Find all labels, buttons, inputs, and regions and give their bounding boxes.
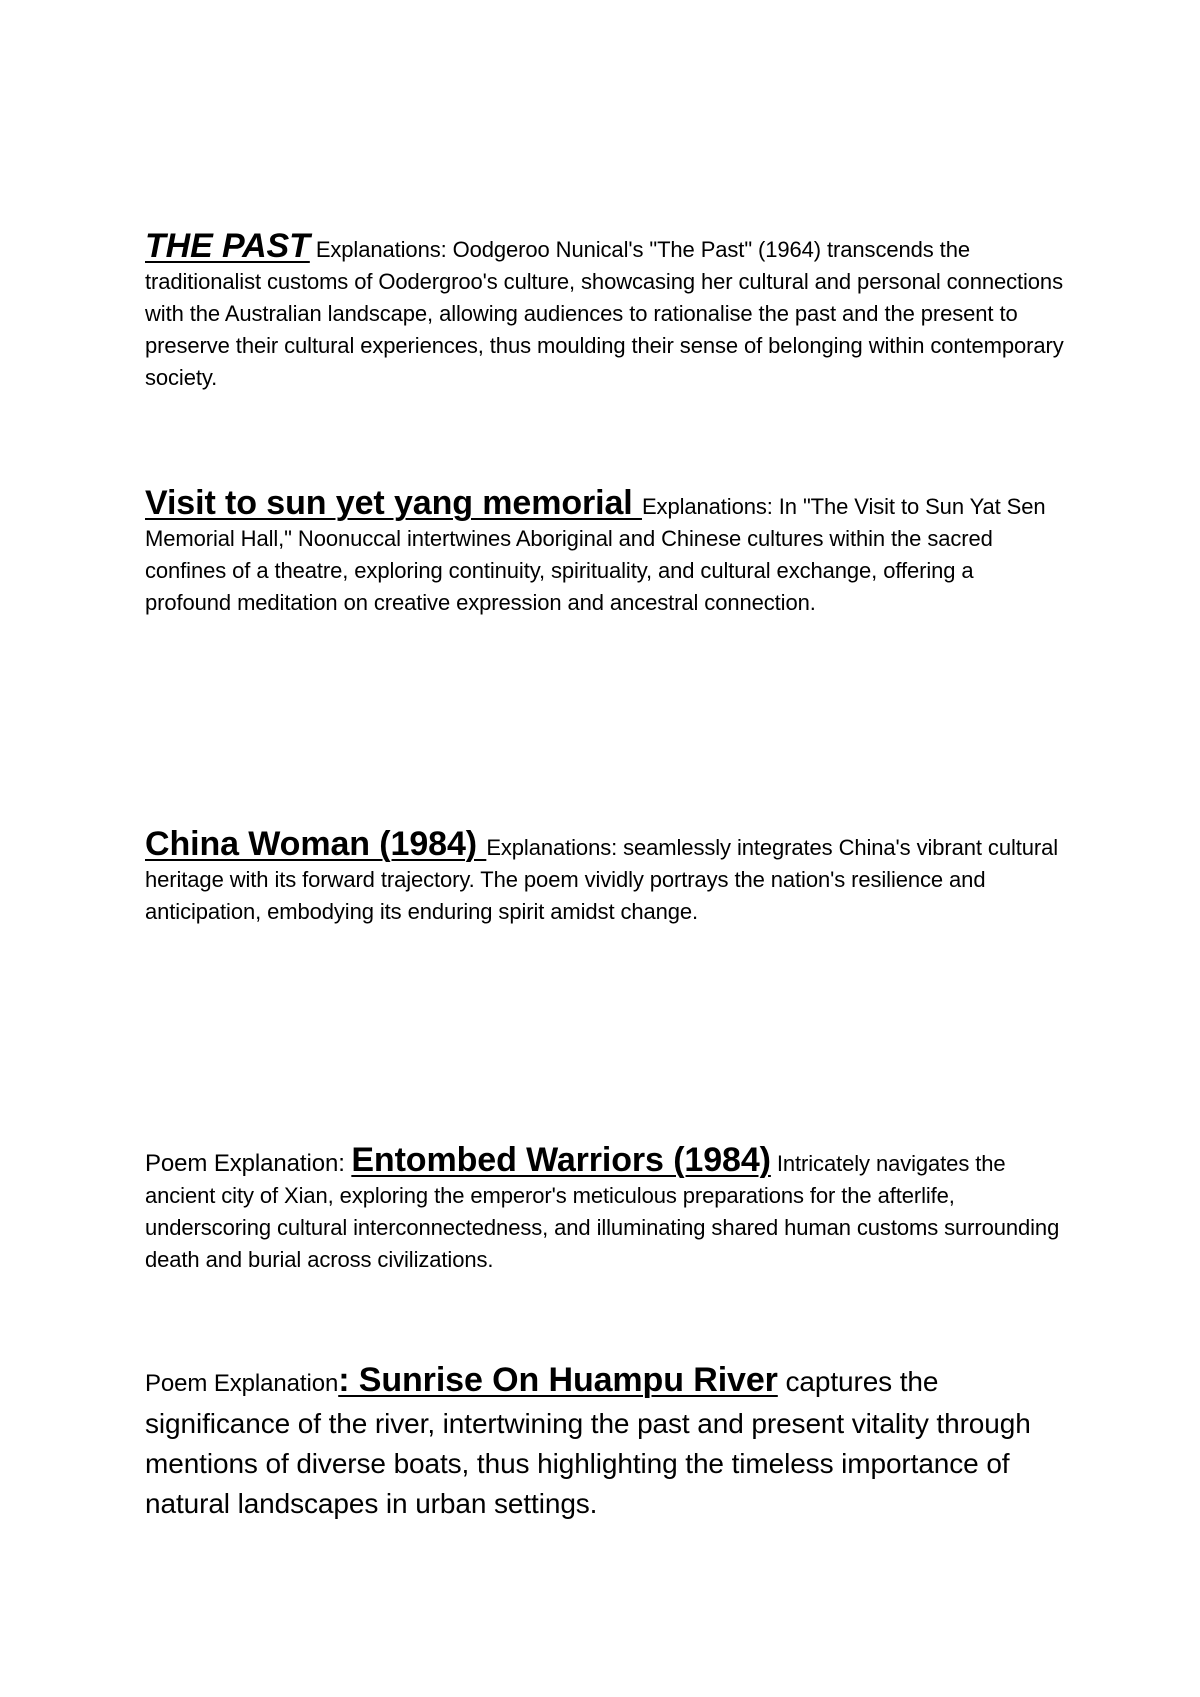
section-entombed-warriors [145,1141,1065,1276]
section-text-china-woman: Explanations: seamlessly integrates China's vibrant cultural heritage with its forward trajectory. The poem vividly portrays the nation's resilience and anticipation, embodying its enduring spirit amidst change. [145,835,1059,924]
section-text-the-past: Explanations: Oodgeroo Nunical's "The Past" (1964) transcends the traditionalist customs of Oodergroo's culture, showcasing her cultural and personal connections with the Australian landscape, allowing audiences to rationalise the past and the present to preserve their cultural experiences, thus moulding their sense of belonging within contemporary society. [145,237,1064,390]
section-china-woman [145,825,1065,928]
section-lead-entombed-warriors: Poem Explanation: [145,1150,352,1177]
section-the-past [145,227,1065,394]
section-text-sunrise-huampu: captures the significance of the river, intertwining the past and present vitality through mentions of diverse boats, thus highlighting the timeless importance of natural landscapes in urban settings. [145,1366,1031,1519]
section-text-entombed-warriors: Intricately navigates the ancient city of Xian, exploring the emperor's meticulous preparations for the afterlife, underscoring cultural interconnectedness, and illuminating shared human customs surrounding death and burial across civilizations. [145,1151,1060,1272]
section-heading-the-past: THE PAST [145,227,310,265]
section-heading-china-woman: China Woman (1984) [145,825,487,863]
section-visit-memorial [145,484,1065,619]
section-sunrise-huampu [145,1360,1065,1524]
section-heading-entombed-warriors: Entombed Warriors (1984) [351,1141,771,1179]
section-text-visit-memorial: Explanations: In "The Visit to Sun Yat Sen Memorial Hall," Noonuccal intertwines Aboriginal and Chinese cultures within the sacred confines of a theatre, exploring continuity, spirituality, and cultural exchange, offering a profound meditation on creative expression and ancestral connection. [145,494,1046,615]
section-lead-sunrise-huampu: Poem Explanation [145,1370,339,1397]
section-heading-sunrise-huampu: : Sunrise On Huampu River [338,1361,778,1399]
section-heading-visit-memorial: Visit to sun yet yang memorial [145,484,642,522]
